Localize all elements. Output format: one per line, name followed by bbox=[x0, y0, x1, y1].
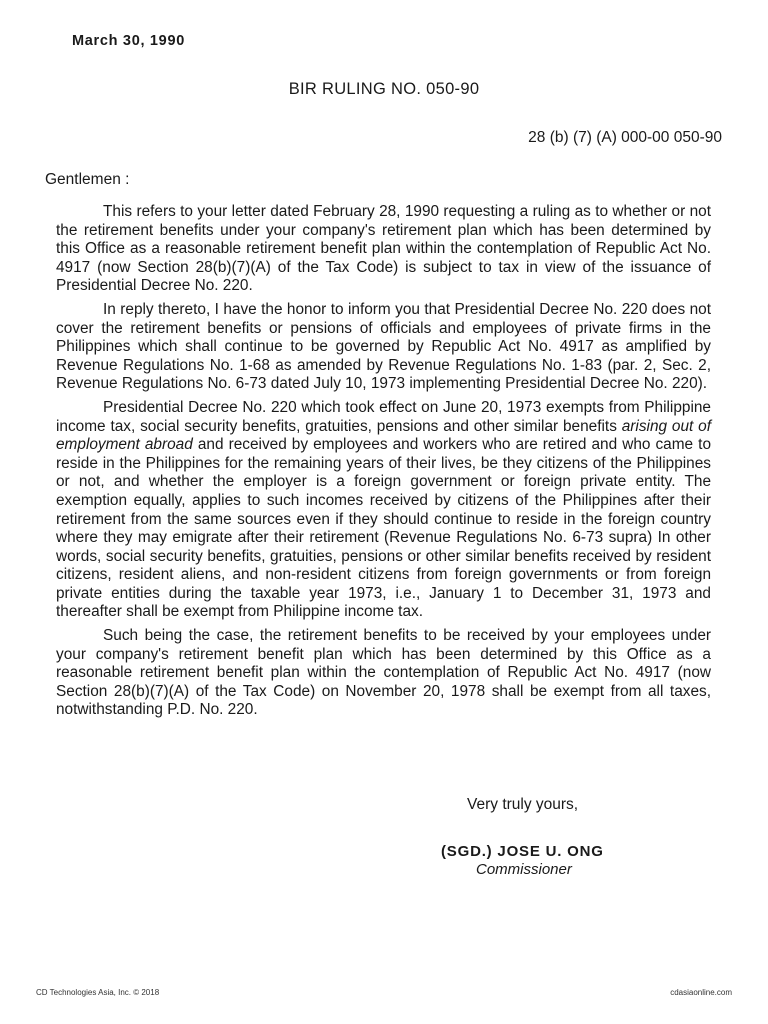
letter-body bbox=[56, 203, 711, 725]
paragraph-4: Such being the case, the retirement benefits to be received by your employees under your company's retirement benefit plan which has been determined by this Office as a reasonable retirement benefit plan within the contemplation of Republic Act No. 4917 (now Section 28(b)(7)(A) of the Tax Code) on November 20, 1978 shall be exempt from all taxes, notwithstanding P.D. No. 220. bbox=[56, 627, 711, 719]
salutation: Gentlemen : bbox=[45, 171, 130, 188]
letter-date: March 30, 1990 bbox=[72, 33, 185, 49]
paragraph-3-end: and received by employees and workers who are retired and who came to reside in the Philippines for the remaining years of their lives, be they citizens of the Philippines or not, and whether the employer is a foreign government or foreign private entity. The exemption equally, applies to such incomes received by citizens of the Philippines after their retirement from the same sources even if they should continue to reside in the foreign country where they may emigrate after their retirement (Revenue Regulations No. 6-73 supra) In other words, social security benefits, gratuities, pensions or other similar benefits received by resident citizens, resident aliens, and non-resident citizens from foreign governments or from foreign private entities during the taxable year 1973, i.e., January 1 to December 31, 1973 and thereafter shall be exempt from Philippine income tax. bbox=[56, 436, 711, 621]
paragraph-3-start: Presidential Decree No. 220 which took effect on June 20, 1973 exempts from Philippine income tax, social security benefits, gratuities, pensions and other similar benefits bbox=[56, 398, 711, 435]
paragraph-3-emphasis: arising out of employment abroad bbox=[56, 417, 711, 454]
paragraph-2: In reply thereto, I have the honor to inform you that Presidential Decree No. 220 does not cover the retirement benefits or pensions of officials and employees of private firms in the Philippines which shall continue to be governed by Republic Act No. 4917 as amplified by Revenue Regulations No. 1-68 as amended by Revenue Regulations No. 1-83 (par. 2, Sec. 2, Revenue Regulations No. 6-73 dated July 10, 1973 implementing Presidential Decree No. 220). bbox=[56, 300, 711, 393]
paragraph-3 bbox=[56, 399, 711, 622]
ruling-title: BIR RULING NO. 050-90 bbox=[288, 80, 480, 98]
signer-name: (SGD.) JOSE U. ONG bbox=[441, 843, 604, 860]
footer-website: cdasiaonline.com bbox=[670, 988, 732, 997]
signer-title: Commissioner bbox=[476, 861, 572, 878]
closing: Very truly yours, bbox=[467, 796, 579, 813]
reference-number: 28 (b) (7) (A) 000-00 050-90 bbox=[528, 129, 722, 146]
paragraph-1: This refers to your letter dated February 28, 1990 requesting a ruling as to whether or not the retirement benefits under your company's retirement plan which has been determined by this Office as a reasonable retirement benefit plan within the contemplation of Republic Act No. 4917 (now Section 28(b)(7)(A) of the Tax Code) is subject to tax in view of the issuance of Presidential Decree No. 220. bbox=[56, 203, 711, 295]
footer-copyright: CD Technologies Asia, Inc. © 2018 bbox=[36, 988, 160, 997]
